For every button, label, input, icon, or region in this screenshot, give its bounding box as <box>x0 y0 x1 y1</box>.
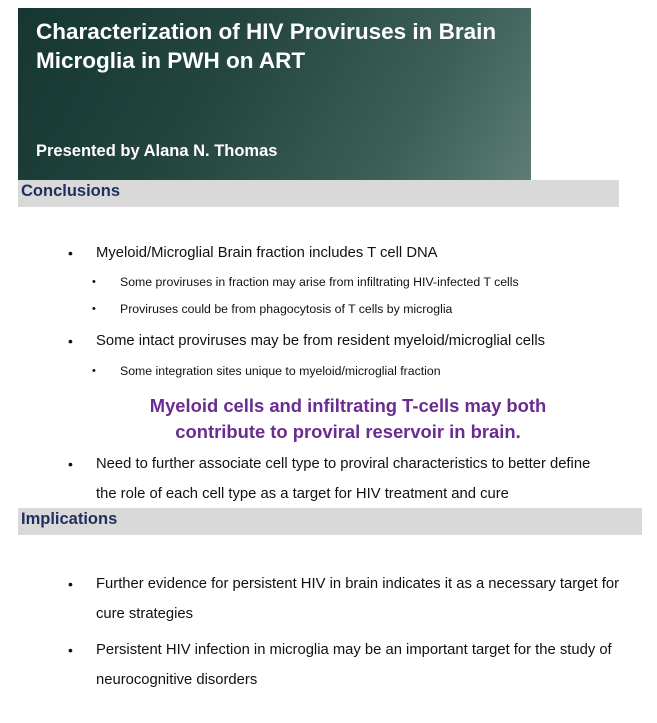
bullet-icon: • <box>68 642 73 658</box>
conclusion-bullet-3 <box>68 449 591 509</box>
implications-header <box>18 508 642 535</box>
conclusion-bullet-1 <box>68 238 438 268</box>
bullet-text-line-2: the role of each cell type as a target for HIV treatment and cure <box>96 486 509 502</box>
key-finding <box>118 393 578 445</box>
bullet-text-line-1: Need to further associate cell type to proviral characteristics to better define <box>96 456 591 472</box>
title-banner <box>18 8 531 180</box>
bullet-icon: • <box>68 245 73 261</box>
conclusion-subbullet-1b <box>92 300 453 318</box>
conclusions-heading: Conclusions <box>21 182 121 200</box>
implication-bullet-1 <box>68 569 620 629</box>
bullet-text-line-1: Persistent HIV infection in microglia may be an important target for the study of <box>96 642 612 658</box>
implications-heading: Implications <box>21 510 118 528</box>
conclusion-subbullet-1a <box>92 273 519 291</box>
bullet-icon: • <box>68 456 73 472</box>
bullet-text-line-1: Further evidence for persistent HIV in brain indicates it as a necessary target for <box>96 576 620 592</box>
conclusion-subbullet-2a <box>92 362 441 380</box>
bullet-icon: • <box>68 576 73 592</box>
bullet-icon: • <box>92 365 96 377</box>
subbullet-text: Proviruses could be from phagocytosis of T cells by microglia <box>120 302 453 316</box>
bullet-text: Some intact proviruses may be from resident myeloid/microglial cells <box>96 333 546 349</box>
key-finding-line-2: contribute to proviral reservoir in brain. <box>175 421 521 442</box>
bullet-text-line-2: cure strategies <box>96 606 194 622</box>
bullet-icon: • <box>92 303 96 315</box>
subbullet-text: Some proviruses in fraction may arise from infiltrating HIV-infected T cells <box>120 275 519 289</box>
bullet-icon: • <box>68 333 73 349</box>
poster-title: Characterization of HIV Proviruses in Brain Microglia in PWH on ART <box>36 19 497 73</box>
subbullet-text: Some integration sites unique to myeloid/microglial fraction <box>120 364 441 378</box>
bullet-icon: • <box>92 276 96 288</box>
conclusions-header <box>18 180 619 207</box>
conclusion-bullet-2 <box>68 326 546 356</box>
implication-bullet-2 <box>68 635 612 695</box>
bullet-text: Myeloid/Microglial Brain fraction includes T cell DNA <box>96 245 438 261</box>
presenter-name: Presented by Alana N. Thomas <box>36 142 278 160</box>
bullet-text-line-2: neurocognitive disorders <box>96 672 258 688</box>
key-finding-line-1: Myeloid cells and infiltrating T-cells may both <box>149 395 547 416</box>
